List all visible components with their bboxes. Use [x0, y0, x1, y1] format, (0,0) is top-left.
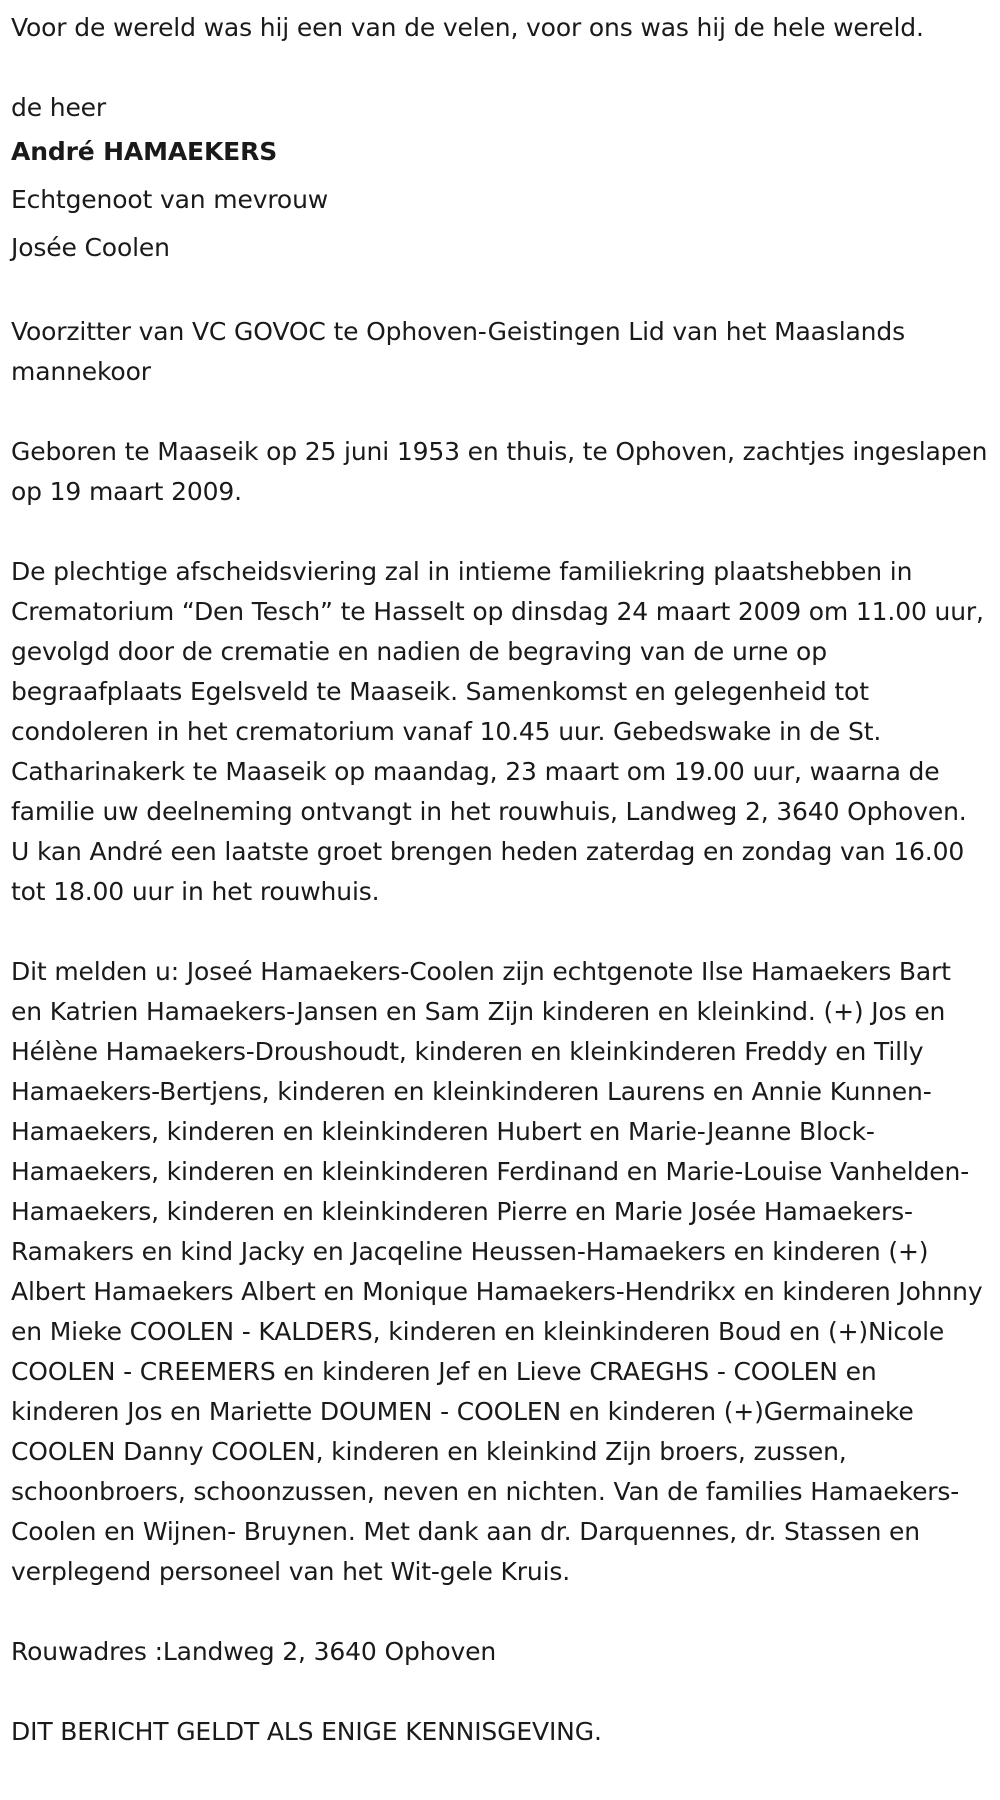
deceased-block	[11, 88, 988, 272]
notice-paragraph: DIT BERICHT GELDT ALS ENIGE KENNISGEVING.	[11, 1717, 602, 1746]
ceremony-paragraph: De plechtige afscheidsviering zal in intieme familiekring plaatshebben in Crematorium “Den Tesch” te Hasselt op dinsdag 24 maart 2009 om 11.00 uur, gevolgd door de crematie en nadien de begraving van de urne op begraafplaats Egelsveld te Maaseik. Samenkomst en gelegenheid tot condoleren in het crematorium vanaf 10.45 uur. Gebedswake in de St. Catharinakerk te Maaseik op maandag, 23 maart om 19.00 uur, waarna de familie uw deelneming ontvangt in het rouwhuis, Landweg 2, 3640 Ophoven. U kan André een laatste groet brengen heden zaterdag en zondag van 16.00 tot 18.00 uur in het rouwhuis.	[11, 557, 984, 906]
deceased-name: André HAMAEKERS	[11, 137, 278, 166]
birth-death-paragraph: Geboren te Maaseik op 25 juni 1953 en thuis, te Ophoven, zachtjes ingeslapen op 19 maart 2009.	[11, 437, 988, 506]
roles-paragraph: Voorzitter van VC GOVOC te Ophoven-Geistingen Lid van het Maaslands mannekoor	[11, 317, 905, 386]
address-paragraph: Rouwadres :Landweg 2, 3640 Ophoven	[11, 1637, 497, 1666]
spouse-label: Echtgenoot van mevrouw	[11, 185, 329, 214]
quote-text: Voor de wereld was hij een van de velen, voor ons was hij de hele wereld.	[11, 13, 924, 42]
title-prefix: de heer	[11, 93, 107, 122]
family-paragraph: Dit melden u: Joseé Hamaekers-Coolen zijn echtgenote Ilse Hamaekers Bart en Katrien Hamaekers-Jansen en Sam Zijn kinderen en kleinkind. (+) Jos en Hélène Hamaekers-Droushoudt, kinderen en kleinkinderen Freddy en Tilly Hamaekers-Bertjens, kinderen en kleinkinderen Laurens en Annie Kunnen-Hamaekers, kinderen en kleinkinderen Hubert en Marie-Jeanne Block-Hamaekers, kinderen en kleinkinderen Ferdinand en Marie-Louise Vanhelden-Hamaekers, kinderen en kleinkinderen Pierre en Marie Josée Hamaekers-Ramakers en kind Jacky en Jacqeline Heussen-Hamaekers en kinderen (+) Albert Hamaekers Albert en Monique Hamaekers-Hendrikx en kinderen Johnny en Mieke COOLEN - KALDERS, kinderen en kleinkinderen Boud en (+)Nicole COOLEN - CREEMERS en kinderen Jef en Lieve CRAEGHS - COOLEN en kinderen Jos en Mariette DOUMEN - COOLEN en kinderen (+)Germaineke COOLEN Danny COOLEN, kinderen en kleinkind Zijn broers, zussen, schoonbroers, schoonzussen, neven en nichten. Van de families Hamaekers-Coolen en Wijnen- Bruynen. Met dank aan dr. Darquennes, dr. Stassen en verplegend personeel van het Wit-gele Kruis.	[11, 957, 983, 1586]
spouse-name: Josée Coolen	[11, 233, 170, 262]
